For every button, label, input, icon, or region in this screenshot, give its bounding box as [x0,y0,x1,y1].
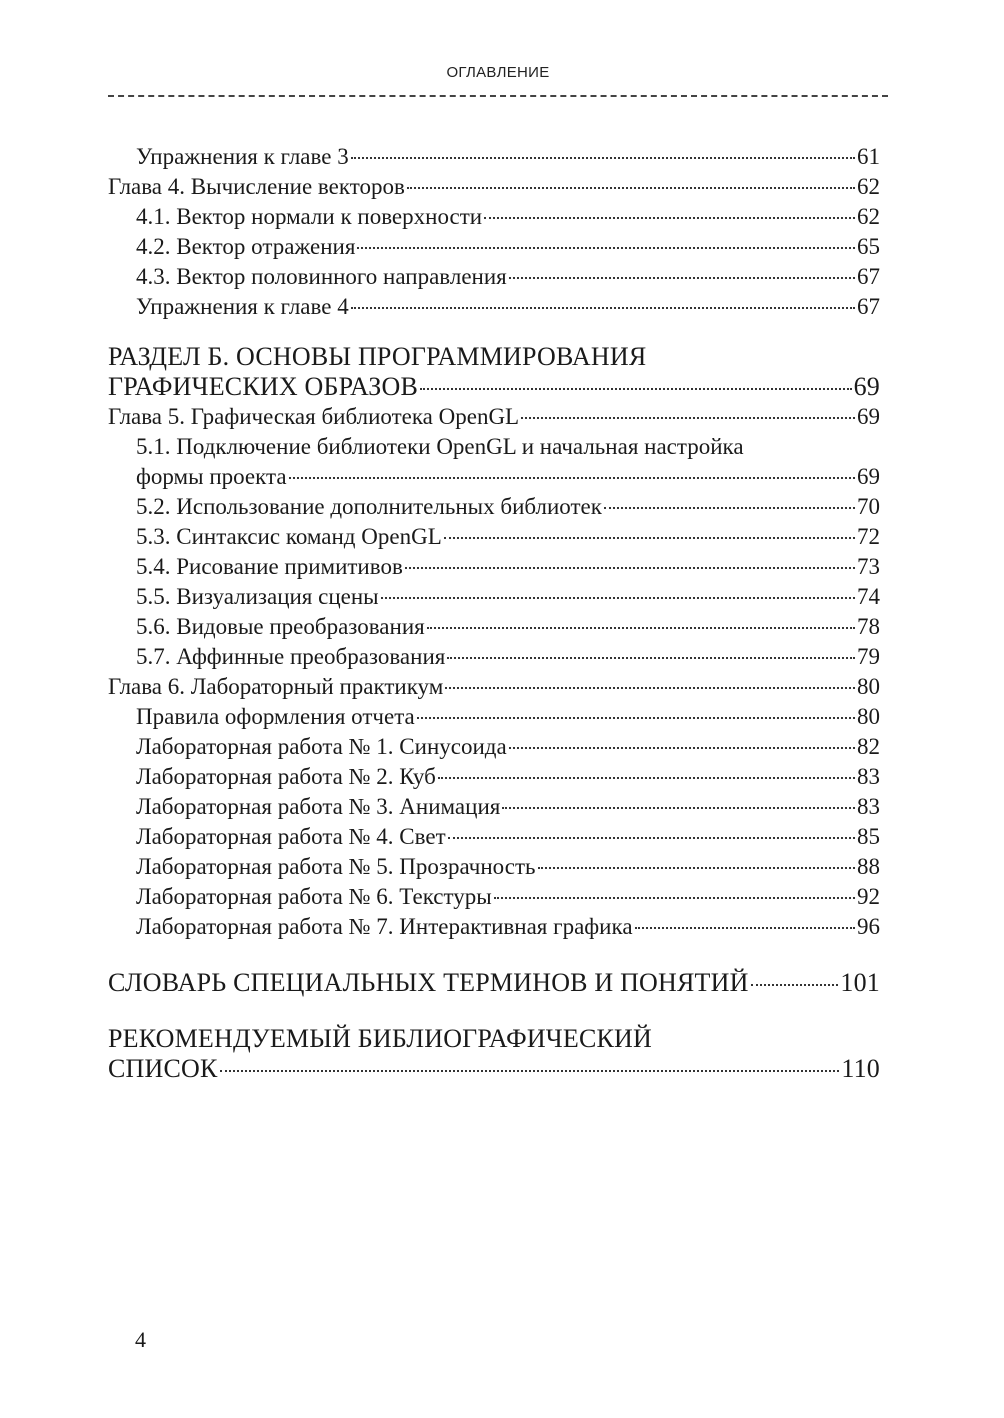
toc-entry-title: РАЗДЕЛ Б. ОСНОВЫ ПРОГРАММИРОВАНИЯ [108,342,647,371]
toc-entry-title: Лабораторная работа № 2. Куб [136,764,436,789]
dot-leader [509,747,855,749]
dot-leader [381,597,855,599]
toc-entry-page: 72 [857,524,880,549]
toc-entry-page: 79 [857,644,880,669]
toc-group-chapter5-6 [108,492,880,942]
toc-entry[interactable] [108,612,880,642]
toc-entry[interactable] [108,732,880,762]
dot-leader [502,807,855,809]
toc-entry[interactable] [108,762,880,792]
toc-entry-title: Упражнения к главе 4 [136,294,349,319]
toc-entry-title: Глава 4. Вычисление векторов [108,174,405,199]
toc-entry-title: 4.3. Вектор половинного направления [136,264,507,289]
dot-leader [538,867,856,869]
toc-entry-page: 61 [857,144,880,169]
toc-entry[interactable] [108,702,880,732]
toc-entry-title: 4.2. Вектор отражения [136,234,356,259]
toc-entry-page: 110 [841,1054,880,1083]
toc-entry-page: 65 [857,234,880,259]
dot-leader [494,897,855,899]
dot-leader [521,417,855,419]
toc-entry-page: 70 [857,494,880,519]
toc-entry[interactable] [108,792,880,822]
toc-entry-5-1-line2[interactable] [108,462,880,492]
toc-entry[interactable] [108,142,880,172]
dot-leader [417,717,855,719]
toc-entry-title: 5.1. Подключение библиотеки OpenGL и начальная настройка [136,434,744,459]
dot-leader [220,1070,840,1072]
dot-leader [407,187,855,189]
dot-leader [445,687,855,689]
toc-entry-page: 62 [857,204,880,229]
toc-entry-page: 67 [857,264,880,289]
toc-entry-glossary[interactable] [108,968,880,998]
toc-entry[interactable] [108,492,880,522]
toc-entry-title: 5.5. Визуализация сцены [136,584,379,609]
toc-entry-title: ГРАФИЧЕСКИХ ОБРАЗОВ [108,372,419,401]
dot-leader [509,277,855,279]
dot-leader [635,927,855,929]
toc-entry[interactable] [108,172,880,202]
toc-entry-title: СЛОВАРЬ СПЕЦИАЛЬНЫХ ТЕРМИНОВ И ПОНЯТИЙ [108,968,749,997]
toc-entry-bibliography-line2[interactable] [108,1054,880,1084]
toc-entry[interactable] [108,882,880,912]
toc-entry-title: СПИСОК [108,1054,218,1083]
toc-section-b-line2[interactable] [108,372,880,402]
toc-entry-page: 80 [857,704,880,729]
toc-entry[interactable] [108,642,880,672]
dot-leader [444,537,855,539]
toc-entry-title: 5.4. Рисование примитивов [136,554,403,579]
toc-entry-page: 88 [857,854,880,879]
page-number: 4 [135,1327,146,1352]
toc-entry-title: формы проекта [136,464,287,489]
toc-entry[interactable] [108,582,880,612]
toc-entry-title: Лабораторная работа № 6. Текстуры [136,884,492,909]
toc-entry[interactable] [108,202,880,232]
toc-entry-title: 5.3. Синтаксис команд OpenGL [136,524,442,549]
toc-entry-title: 4.1. Вектор нормали к поверхности [136,204,483,229]
toc-entry-page: 69 [853,372,880,401]
toc-entry[interactable] [108,822,880,852]
toc-entry-page: 69 [857,404,880,429]
toc-entry[interactable] [108,672,880,702]
dot-leader [751,984,839,986]
toc-entry-title: Лабораторная работа № 5. Прозрачность [136,854,536,879]
dot-leader [289,477,855,479]
toc-entry-title: 5.7. Аффинные преобразования [136,644,446,669]
dot-leader [448,837,855,839]
dot-leader [357,247,855,249]
dot-leader [420,388,852,390]
table-of-contents [108,142,880,1084]
toc-entry-title: РЕКОМЕНДУЕМЫЙ БИБЛИОГРАФИЧЕСКИЙ [108,1024,653,1053]
toc-entry-chapter5[interactable] [108,402,880,432]
toc-entry-page: 82 [857,734,880,759]
toc-entry-page: 67 [857,294,880,319]
toc-entry-title: Лабораторная работа № 1. Синусоида [136,734,507,759]
toc-entry-title: Глава 5. Графическая библиотека OpenGL [108,404,520,429]
toc-group-chapter4 [108,142,880,322]
toc-entry[interactable] [108,552,880,582]
toc-entry-title: Глава 6. Лабораторный практикум [108,674,444,699]
toc-entry-title: Упражнения к главе 3 [136,144,349,169]
toc-entry-page: 83 [857,764,880,789]
toc-entry-page: 96 [857,914,880,939]
dot-leader [405,567,855,569]
dot-leader [351,157,855,159]
toc-section-b-line1[interactable] [108,342,880,372]
toc-entry-title: 5.2. Использование дополнительных библиотек [136,494,602,519]
dot-leader [484,217,855,219]
toc-gap [108,322,880,342]
toc-entry-bibliography-line1[interactable] [108,1024,880,1054]
toc-entry[interactable] [108,292,880,322]
dot-leader [604,507,855,509]
dot-leader [351,307,855,309]
toc-entry-page: 83 [857,794,880,819]
toc-entry[interactable] [108,522,880,552]
toc-entry[interactable] [108,912,880,942]
toc-entry-page: 92 [857,884,880,909]
toc-entry-page: 80 [857,674,880,699]
toc-entry-title: Лабораторная работа № 3. Анимация [136,794,501,819]
toc-entry-page: 74 [857,584,880,609]
toc-gap [108,942,880,968]
toc-entry[interactable] [108,232,880,262]
toc-gap [108,998,880,1024]
toc-entry[interactable] [108,262,880,292]
dot-leader [427,627,855,629]
dot-leader [447,657,855,659]
toc-entry-page: 78 [857,614,880,639]
running-header: ОГЛАВЛЕНИЕ [446,64,550,81]
toc-entry-title: Лабораторная работа № 4. Свет [136,824,446,849]
toc-entry-title: 5.6. Видовые преобразования [136,614,425,639]
dot-leader [438,777,855,779]
toc-entry-page: 101 [840,968,880,997]
toc-entry-title: Лабораторная работа № 7. Интерактивная графика [136,914,633,939]
toc-entry-page: 85 [857,824,880,849]
toc-entry-page: 62 [857,174,880,199]
header-dashed-rule [108,95,888,97]
toc-entry-page: 73 [857,554,880,579]
toc-entry[interactable] [108,852,880,882]
toc-entry-5-1-line1[interactable] [108,432,880,462]
toc-entry-title: Правила оформления отчета [136,704,415,729]
toc-entry-page: 69 [857,464,880,489]
